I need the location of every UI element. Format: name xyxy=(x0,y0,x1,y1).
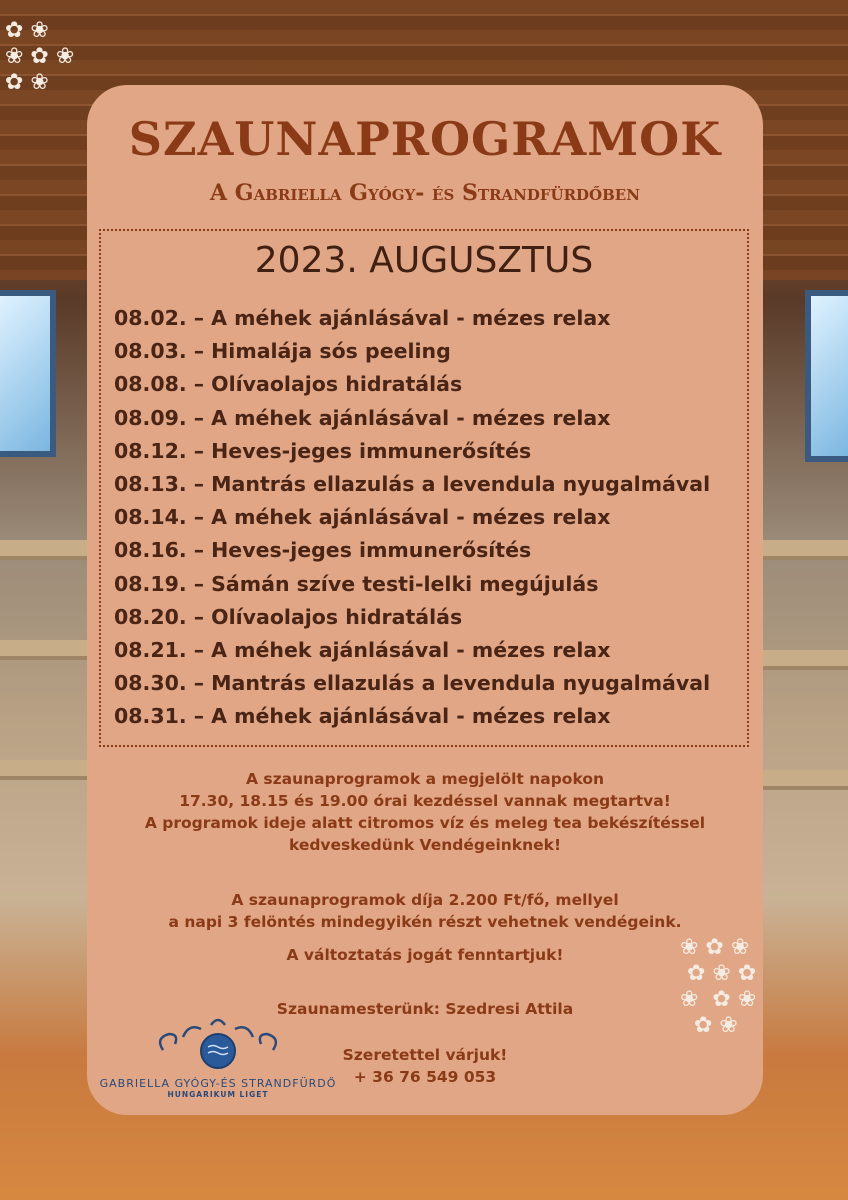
program-item: 08.31. – A méhek ajánlásával - mézes relax xyxy=(114,704,611,729)
program-item: 08.13. – Mantrás ellazulás a levendula nyugalmával xyxy=(114,471,711,496)
flower-branch-icon: ❀ ✿ ❀ ✿ ❀ ✿ ❀ ✿ ❀ ✿ ❀ xyxy=(680,935,757,1038)
background-bench xyxy=(0,540,90,556)
background-bench xyxy=(760,650,848,666)
month-heading: 2023. AUGUSZTUS xyxy=(254,240,594,281)
info-line: a napi 3 felöntés mindegyikén részt vehetnek vendégeink. xyxy=(168,913,682,931)
spa-logo xyxy=(88,1015,348,1099)
background-bench xyxy=(760,540,848,556)
info-line: A programok ideje alatt citromos víz és meleg tea bekészítéssel xyxy=(144,814,706,832)
info-line: A szaunaprogramok a megjelölt napokon xyxy=(245,770,605,788)
logo-name: GABRIELLA GYÓGY-ÉS STRANDFÜRDŐ xyxy=(99,1077,337,1090)
program-item: 08.30. – Mantrás ellazulás a levendula nyugalmával xyxy=(114,671,711,696)
program-item: 08.09. – A méhek ajánlásával - mézes relax xyxy=(114,405,611,430)
program-item: 08.16. – Heves-jeges immunerősítés xyxy=(114,538,532,563)
notice: A változtatás jogát fenntartjuk! xyxy=(286,946,564,964)
background-bench xyxy=(0,640,90,656)
background-bench xyxy=(0,760,90,776)
program-item: 08.03. – Himalája sós peeling xyxy=(114,339,451,364)
logo-subtitle: HUNGARIKUM LIGET xyxy=(167,1090,269,1099)
background-window-left xyxy=(0,290,56,457)
program-item: 08.08. – Olívaolajos hidratálás xyxy=(114,372,463,397)
info-line: 17.30, 18.15 és 19.00 órai kezdéssel vannak megtartva! xyxy=(179,792,671,810)
logo-ornament-icon xyxy=(153,1015,283,1073)
sauna-master: Szaunamesterünk: Szedresi Attila xyxy=(276,1000,574,1018)
program-item: 08.20. – Olívaolajos hidratálás xyxy=(114,604,463,629)
program-list xyxy=(114,302,710,733)
program-item: 08.19. – Sámán szíve testi-lelki megújulás xyxy=(114,571,599,596)
background-window-right xyxy=(805,290,848,462)
background-bench xyxy=(760,770,848,786)
info-line: kedveskedünk Vendégeinknek! xyxy=(288,836,562,854)
program-item: 08.21. – A méhek ajánlásával - mézes relax xyxy=(114,637,611,662)
page-subtitle: A Gabriella Gyógy- és Strandfürdőben xyxy=(210,180,640,206)
flower-branch-icon: ✿ ❀ ❀ ✿ ❀ ✿ ❀ xyxy=(5,18,75,95)
program-item: 08.12. – Heves-jeges immunerősítés xyxy=(114,438,532,463)
page-title: SZAUNAPROGRAMOK xyxy=(128,112,722,166)
program-item: 08.02. – A méhek ajánlásával - mézes relax xyxy=(114,306,611,330)
welcome-text: Szeretettel várjuk! xyxy=(342,1046,508,1064)
price-info xyxy=(87,889,763,933)
info-line: A szaunaprogramok díja 2.200 Ft/fő, mellyel xyxy=(231,891,619,909)
schedule-info xyxy=(87,768,763,856)
phone-number: + 36 76 549 053 xyxy=(353,1068,497,1086)
program-item: 08.14. – A méhek ajánlásával - mézes relax xyxy=(114,505,611,530)
